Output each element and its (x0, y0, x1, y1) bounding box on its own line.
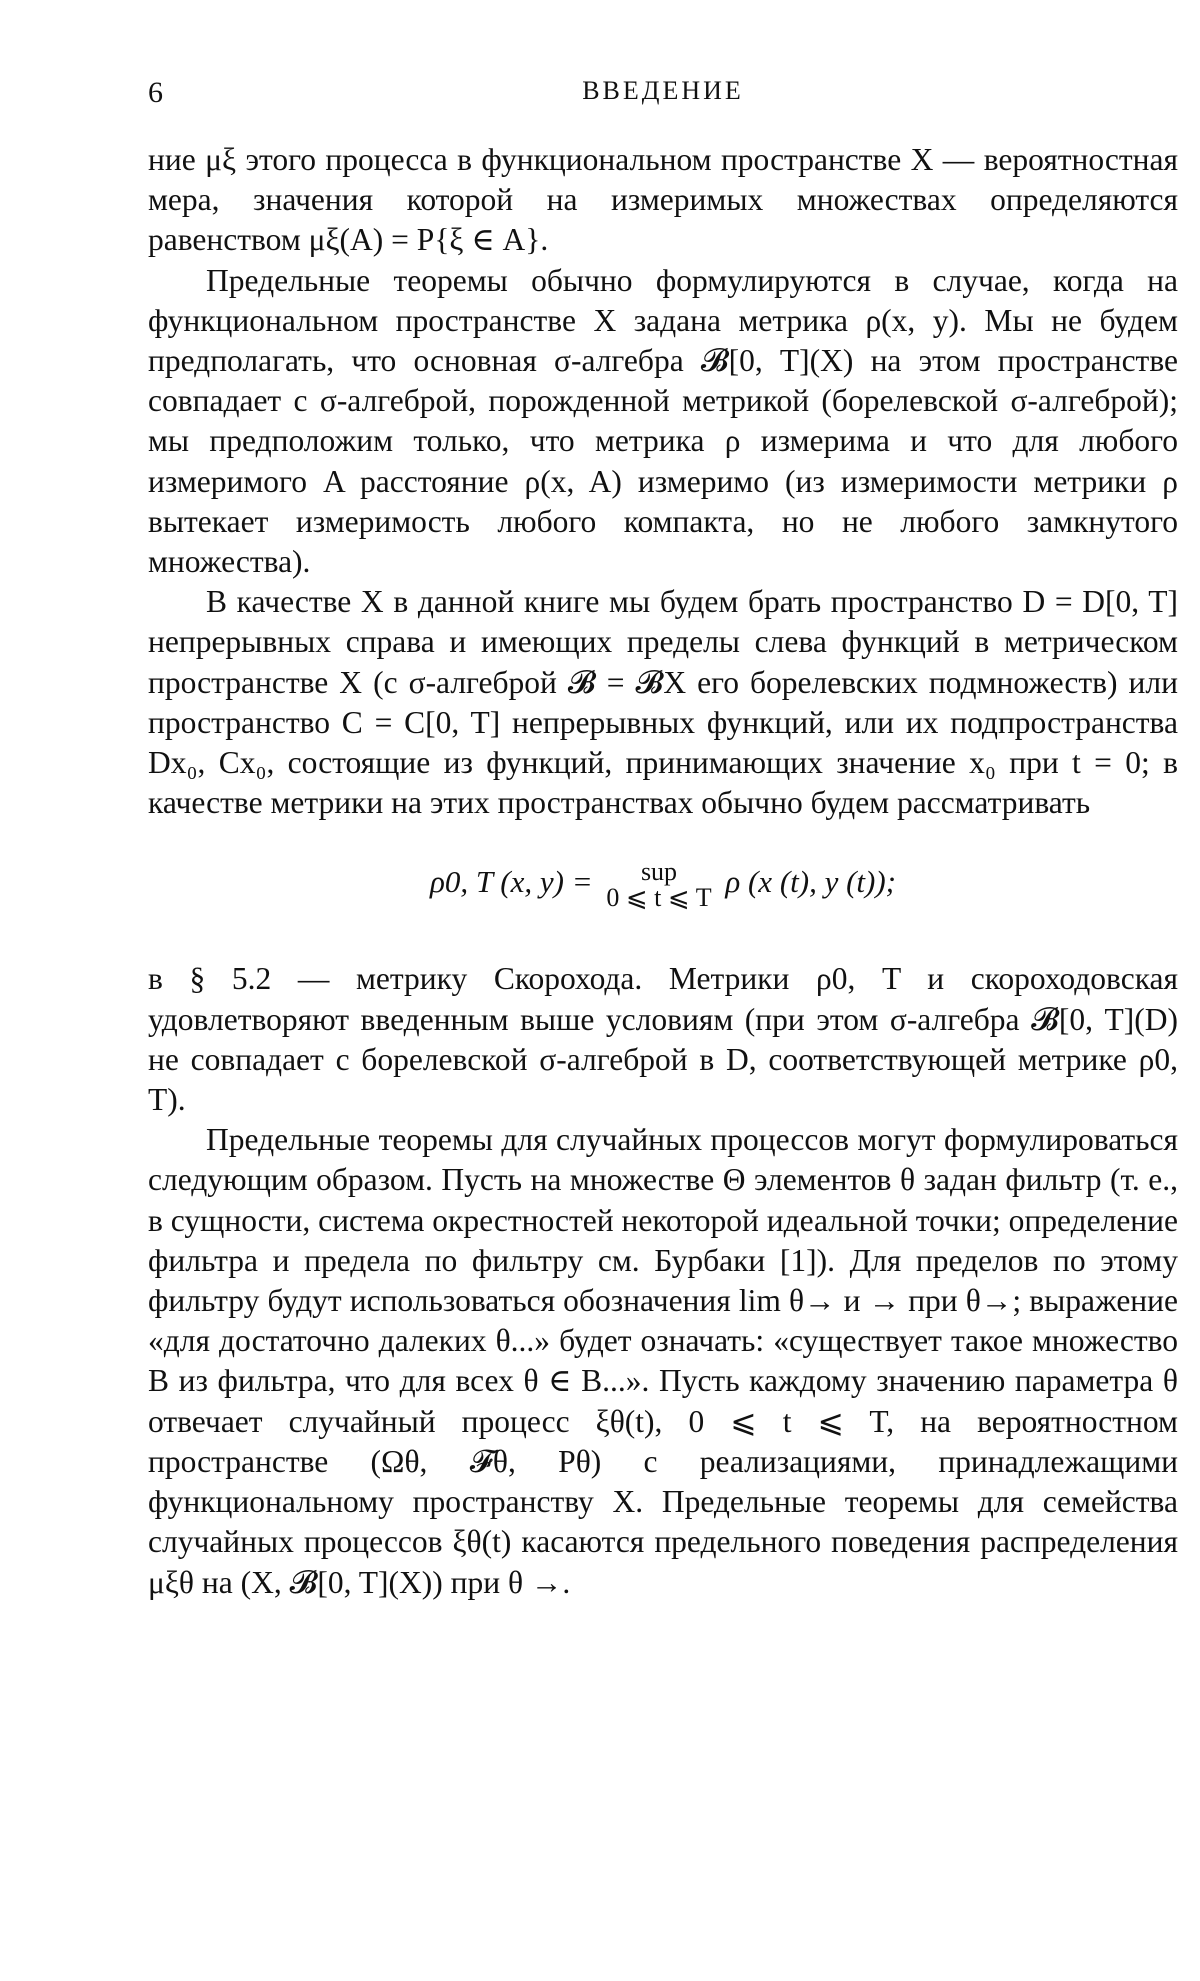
paragraph-3: В качестве X в данной книге мы будем брать пространство D = D[0, T] непрерывных справа и имеющих пределы слева функций в метрическом пространстве X (с σ-алгеброй 𝓑 = 𝓑X его борелевских подмножеств) или пространство C = C[0, T] непрерывных функций, или их подпространства Dx₀, Cx₀, состоящие из функций, принимающих значение x₀ при t = 0; в качестве метрики на этих пространствах обычно будем рассматривать (148, 584, 1178, 821)
formula-left: ρ0, T (x, y) = (429, 864, 601, 900)
paragraph-1: ние μξ этого процесса в функциональном пространстве X — вероятностная мера, значения которой на измеримых множествах определяются равенством μξ(A) = P{ξ ∈ A}. (148, 142, 1178, 258)
sup-operator (606, 859, 711, 911)
sup-range: 0 ⩽ t ⩽ T (606, 883, 712, 913)
sup-label: sup (640, 857, 678, 887)
page-number: 6 (148, 76, 163, 109)
page-body (148, 140, 1178, 1603)
running-head: ВВЕДЕНИЕ (582, 76, 744, 105)
display-formula (148, 859, 1178, 911)
page-header (148, 76, 1178, 116)
paragraph-2: Предельные теоремы обычно формулируются в случае, когда на функциональном пространстве X задана метрика ρ(x, y). Мы не будем предполагать, что основная σ-алгебра 𝓑[0, T](X) на этом пространстве совпадает с σ-алгеброй, порожденной метрикой (борелевской σ-алгеброй); мы предположим только, что метрика ρ измерима и что для любого измеримого A расстояние ρ(x, A) измеримо (из измеримости метрики ρ вытекает измеримость любого компакта, но не любого замкнутого множества). (148, 262, 1178, 580)
paragraph-5: Предельные теоремы для случайных процессов могут формулироваться следующим образом. Пусть на множестве Θ элементов θ задан фильтр (т. е., в сущности, система окрестностей некоторой идеальной точки; определение фильтра и предела по фильтру см. Бурбаки [1]). Для пределов по этому фильтру будут использоваться обозначения lim θ→ и → при θ→; выражение «для достаточно далеких θ...» будет означать: «существует такое множество B из фильтра, что для всех θ ∈ B...». Пусть каждому значению параметра θ отвечает случайный процесс ξθ(t), 0 ⩽ t ⩽ T, на вероятностном пространстве (Ωθ, 𝓕θ, Pθ) с реализациями, принадлежащими функциональному пространству X. Предельные теоремы для семейства случайных процессов ξθ(t) касаются предельного поведения распределения μξθ на (X, 𝓑[0, T](X)) при θ →. (148, 1122, 1178, 1600)
paragraph-4: в § 5.2 — метрику Скорохода. Метрики ρ0, T и скороходовская удовлетворяют введенным выше условиям (при этом σ-алгебра 𝓑[0, T](D) не совпадает с борелевской σ-алгеброй в D, соответствующей метрике ρ0, T). (148, 961, 1178, 1118)
formula-right: ρ (x (t), y (t)); (725, 864, 896, 900)
